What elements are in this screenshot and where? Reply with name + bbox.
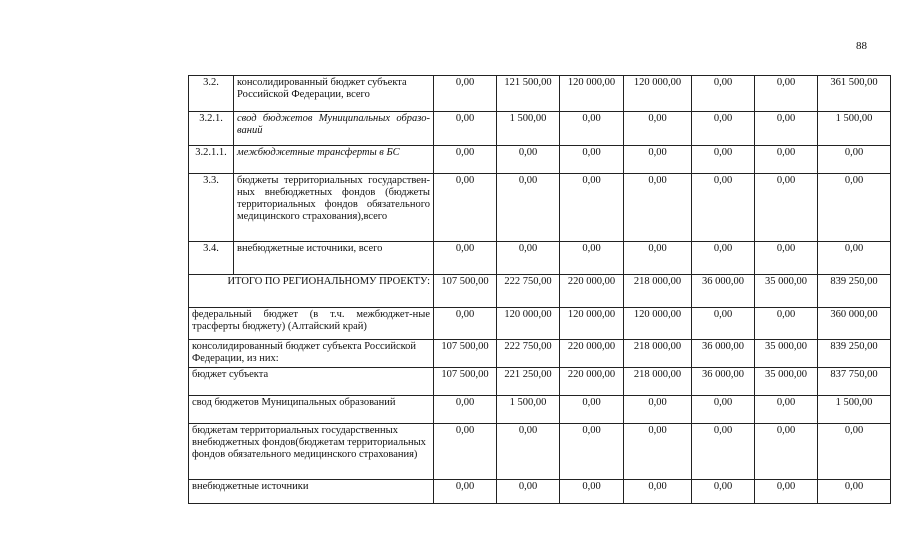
value-cell: 837 750,00	[818, 368, 891, 396]
summary-name: внебюджетные источники	[189, 480, 434, 504]
table-row	[189, 146, 891, 174]
row-name: внебюджетные источники, всего	[234, 242, 434, 275]
summary-row	[189, 396, 891, 424]
value-cell: 0,00	[755, 242, 818, 275]
total-value-cell: 220 000,00	[560, 275, 624, 308]
value-cell: 1 500,00	[818, 396, 891, 424]
value-cell: 222 750,00	[497, 340, 560, 368]
summary-name: консолидированный бюджет субъекта Российской Федерации, из них:	[189, 340, 434, 368]
page-number: 88	[856, 40, 867, 52]
value-cell: 0,00	[755, 424, 818, 480]
value-cell: 107 500,00	[434, 340, 497, 368]
summary-name: свод бюджетов Муниципальных образований	[189, 396, 434, 424]
value-cell: 0,00	[434, 480, 497, 504]
table-row	[189, 174, 891, 242]
value-cell: 218 000,00	[624, 368, 692, 396]
value-cell: 0,00	[755, 308, 818, 340]
total-value-cell: 107 500,00	[434, 275, 497, 308]
value-cell: 1 500,00	[497, 396, 560, 424]
row-name: свод бюджетов Муниципальных образо-ваний	[234, 112, 434, 146]
row-code: 3.3.	[189, 174, 234, 242]
value-cell: 0,00	[818, 480, 891, 504]
row-code: 3.4.	[189, 242, 234, 275]
value-cell: 107 500,00	[434, 368, 497, 396]
value-cell: 0,00	[818, 146, 891, 174]
total-value-cell: 35 000,00	[755, 275, 818, 308]
value-cell: 0,00	[560, 146, 624, 174]
value-cell: 0,00	[624, 242, 692, 275]
value-cell: 0,00	[624, 396, 692, 424]
row-name: консолидированный бюджет субъекта Российской Федерации, всего	[234, 76, 434, 112]
value-cell: 0,00	[755, 480, 818, 504]
value-cell: 0,00	[560, 174, 624, 242]
value-cell: 0,00	[692, 146, 755, 174]
row-name: бюджеты территориальных государствен-ных внебюджетных фондов (бюджеты территориальных фондов обязательного медицинского страхования),всего	[234, 174, 434, 242]
total-value-cell: 222 750,00	[497, 275, 560, 308]
value-cell: 36 000,00	[692, 368, 755, 396]
summary-row	[189, 480, 891, 504]
value-cell: 220 000,00	[560, 368, 624, 396]
total-value-cell: 839 250,00	[818, 275, 891, 308]
value-cell: 0,00	[434, 174, 497, 242]
value-cell: 35 000,00	[755, 340, 818, 368]
table-row	[189, 242, 891, 275]
value-cell: 0,00	[497, 146, 560, 174]
value-cell: 35 000,00	[755, 368, 818, 396]
value-cell: 360 000,00	[818, 308, 891, 340]
value-cell: 0,00	[755, 112, 818, 146]
value-cell: 0,00	[624, 480, 692, 504]
value-cell: 120 000,00	[560, 308, 624, 340]
value-cell: 0,00	[497, 242, 560, 275]
value-cell: 120 000,00	[624, 76, 692, 112]
value-cell: 0,00	[692, 112, 755, 146]
value-cell: 0,00	[624, 174, 692, 242]
value-cell: 0,00	[692, 396, 755, 424]
value-cell: 0,00	[434, 76, 497, 112]
value-cell: 0,00	[560, 242, 624, 275]
value-cell: 0,00	[755, 146, 818, 174]
value-cell: 0,00	[692, 76, 755, 112]
summary-name: бюджет субъекта	[189, 368, 434, 396]
value-cell: 839 250,00	[818, 340, 891, 368]
value-cell: 120 000,00	[497, 308, 560, 340]
value-cell: 0,00	[755, 396, 818, 424]
value-cell: 220 000,00	[560, 340, 624, 368]
value-cell: 1 500,00	[818, 112, 891, 146]
value-cell: 221 250,00	[497, 368, 560, 396]
value-cell: 120 000,00	[560, 76, 624, 112]
value-cell: 0,00	[692, 424, 755, 480]
value-cell: 0,00	[434, 242, 497, 275]
value-cell: 0,00	[434, 308, 497, 340]
row-name: межбюджетные трансферты в БС	[234, 146, 434, 174]
value-cell: 0,00	[560, 396, 624, 424]
value-cell: 0,00	[497, 424, 560, 480]
summary-row	[189, 424, 891, 480]
value-cell: 0,00	[755, 174, 818, 242]
summary-row	[189, 308, 891, 340]
value-cell: 0,00	[818, 424, 891, 480]
value-cell: 0,00	[434, 396, 497, 424]
value-cell: 0,00	[818, 242, 891, 275]
value-cell: 1 500,00	[497, 112, 560, 146]
summary-name: бюджетам территориальных государственных внебюджетных фондов(бюджетам территориальных фондов обязательного медицинского страхования)	[189, 424, 434, 480]
value-cell: 218 000,00	[624, 340, 692, 368]
row-code: 3.2.	[189, 76, 234, 112]
value-cell: 0,00	[818, 174, 891, 242]
row-code: 3.2.1.	[189, 112, 234, 146]
table-row	[189, 76, 891, 112]
value-cell: 0,00	[692, 480, 755, 504]
value-cell: 0,00	[434, 146, 497, 174]
value-cell: 0,00	[434, 424, 497, 480]
total-row	[189, 275, 891, 308]
value-cell: 0,00	[560, 424, 624, 480]
value-cell: 0,00	[692, 174, 755, 242]
value-cell: 36 000,00	[692, 340, 755, 368]
summary-row	[189, 340, 891, 368]
value-cell: 0,00	[692, 308, 755, 340]
total-value-cell: 36 000,00	[692, 275, 755, 308]
value-cell: 0,00	[692, 242, 755, 275]
value-cell: 0,00	[560, 480, 624, 504]
value-cell: 0,00	[624, 112, 692, 146]
value-cell: 0,00	[560, 112, 624, 146]
value-cell: 0,00	[755, 76, 818, 112]
value-cell: 361 500,00	[818, 76, 891, 112]
value-cell: 0,00	[497, 480, 560, 504]
value-cell: 121 500,00	[497, 76, 560, 112]
budget-table	[188, 75, 891, 504]
summary-row	[189, 368, 891, 396]
value-cell: 120 000,00	[624, 308, 692, 340]
total-label: ИТОГО ПО РЕГИОНАЛЬНОМУ ПРОЕКТУ:	[189, 275, 434, 308]
table-row	[189, 112, 891, 146]
summary-name: федеральный бюджет (в т.ч. межбюджет-ные трасферты бюджету) (Алтайский край)	[189, 308, 434, 340]
row-code: 3.2.1.1.	[189, 146, 234, 174]
value-cell: 0,00	[434, 112, 497, 146]
total-value-cell: 218 000,00	[624, 275, 692, 308]
value-cell: 0,00	[624, 424, 692, 480]
value-cell: 0,00	[624, 146, 692, 174]
value-cell: 0,00	[497, 174, 560, 242]
